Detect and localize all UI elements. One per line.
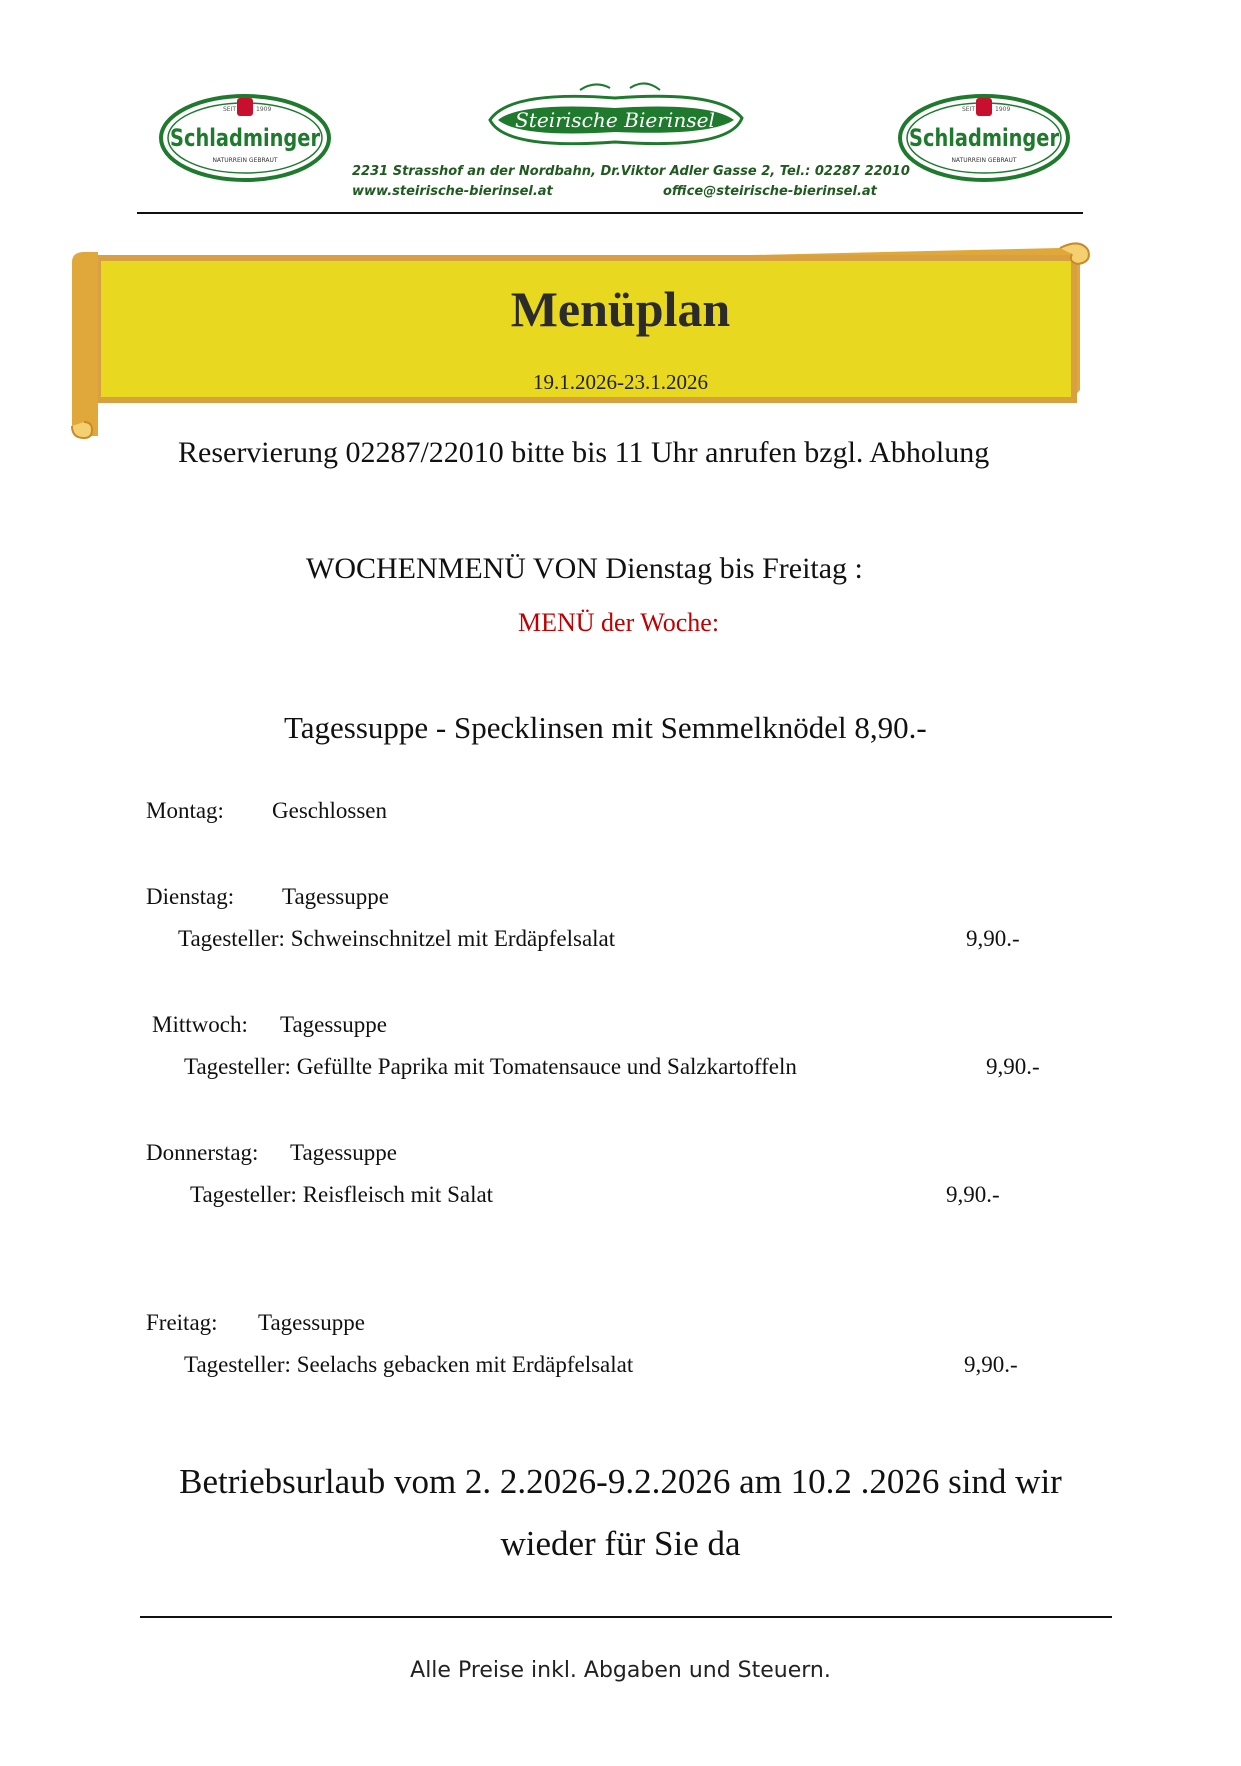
day-plate-wednesday: Tagesteller: Gefüllte Paprika mit Tomatensauce und Salzkartoffeln xyxy=(184,1054,797,1079)
day-soup-wednesday: Tagessuppe xyxy=(280,1012,387,1037)
vacation-notice-line2: wieder für Sie da xyxy=(500,1524,741,1563)
price-thursday: 9,90.- xyxy=(946,1182,1000,1207)
brand-tagline: NATURREIN GEBRAUT xyxy=(212,157,278,164)
schladminger-logo-left xyxy=(157,88,333,184)
day-soup-thursday: Tagessuppe xyxy=(290,1140,397,1165)
day-label-monday: Montag: xyxy=(146,798,224,823)
day-label-wednesday: Mittwoch: xyxy=(152,1012,248,1037)
price-wednesday: 9,90.- xyxy=(986,1054,1040,1079)
seit-label: SEIT xyxy=(962,106,976,113)
schladminger-logo-right xyxy=(896,88,1072,184)
day-label-friday: Freitag: xyxy=(146,1310,218,1335)
steirische-bierinsel-logo xyxy=(480,80,750,160)
date-range: 19.1.2026-23.1.2026 xyxy=(533,370,708,394)
header-divider xyxy=(137,212,1083,214)
day-label-tuesday: Dienstag: xyxy=(146,884,235,909)
weekly-menu-heading: WOCHENMENÜ VON Dienstag bis Freitag : xyxy=(306,552,863,585)
vacation-notice-line1: Betriebsurlaub vom 2. 2.2026-9.2.2026 am 10.2 .2026 sind wir xyxy=(179,1462,1062,1501)
day-soup-tuesday: Tagessuppe xyxy=(282,884,389,909)
brand-name: Schladminger xyxy=(170,124,321,152)
footer-divider xyxy=(140,1616,1112,1618)
seit-label: SEIT xyxy=(223,106,237,113)
footer-note: Alle Preise inkl. Abgaben und Steuern. xyxy=(410,1658,831,1683)
day-soup-monday: Geschlossen xyxy=(272,798,387,823)
price-tuesday: 9,90.- xyxy=(966,926,1020,951)
year-label: 1909 xyxy=(256,106,272,113)
email-link[interactable]: office@steirische-bierinsel.at xyxy=(663,184,877,199)
title-scroll-banner xyxy=(70,240,1094,450)
brand-name: Schladminger xyxy=(909,124,1060,152)
logo-text: Steirische Bierinsel xyxy=(515,108,715,132)
website-link[interactable]: www.steirische-bierinsel.at xyxy=(352,184,553,199)
reservation-note: Reservierung 02287/22010 bitte bis 11 Uhr anrufen bzgl. Abholung xyxy=(178,436,990,469)
weekly-dish: Tagessuppe - Specklinsen mit Semmelknödel 8,90.- xyxy=(284,710,927,745)
day-soup-friday: Tagessuppe xyxy=(258,1310,365,1335)
day-label-thursday: Donnerstag: xyxy=(146,1140,259,1165)
day-plate-friday: Tagesteller: Seelachs gebacken mit Erdäpfelsalat xyxy=(184,1352,634,1377)
page-title: Menüplan xyxy=(510,281,731,337)
day-plate-tuesday: Tagesteller: Schweinschnitzel mit Erdäpfelsalat xyxy=(178,926,616,951)
menu-of-week-label: MENÜ der Woche: xyxy=(518,608,720,637)
address-line: 2231 Strasshof an der Nordbahn, Dr.Viktor Adler Gasse 2, Tel.: 02287 22010 xyxy=(352,164,910,179)
day-plate-thursday: Tagesteller: Reisfleisch mit Salat xyxy=(190,1182,494,1207)
year-label: 1909 xyxy=(995,106,1011,113)
price-friday: 9,90.- xyxy=(964,1352,1018,1377)
brand-tagline: NATURREIN GEBRAUT xyxy=(951,157,1017,164)
